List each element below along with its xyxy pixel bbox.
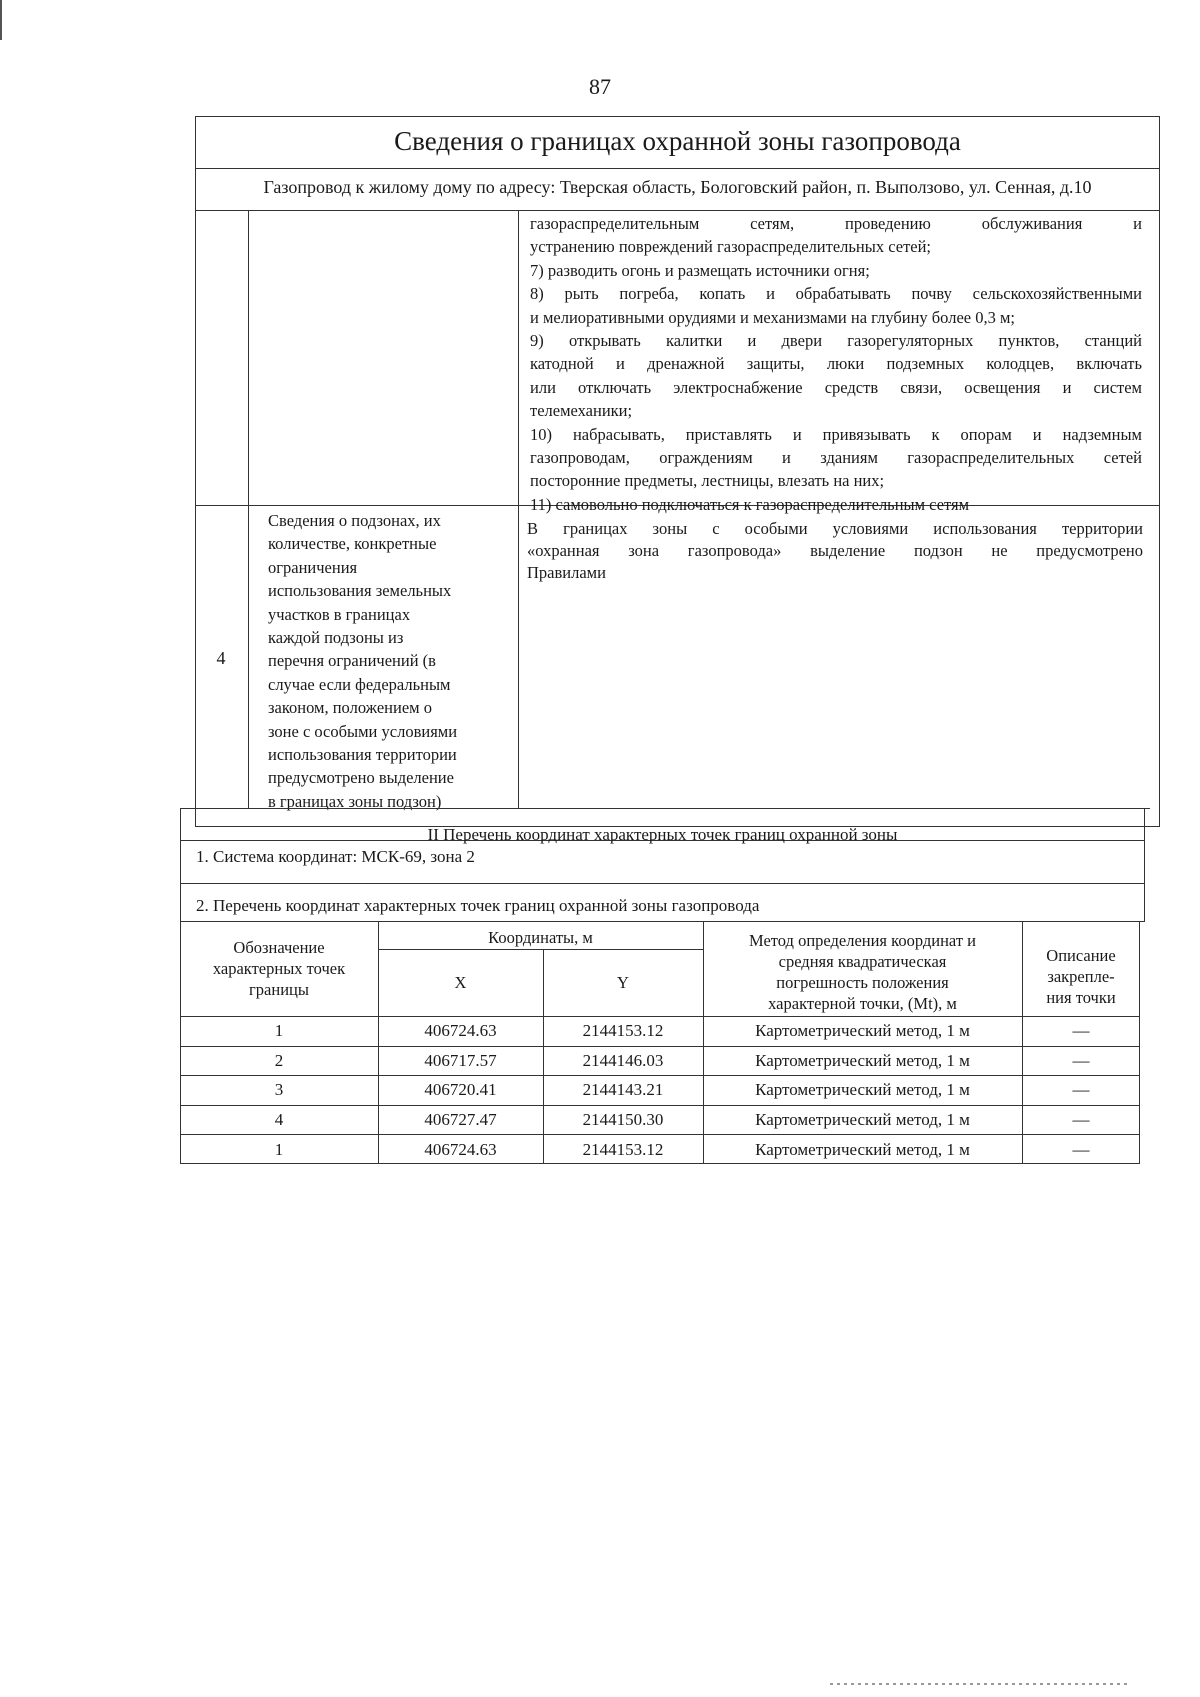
restriction-line: посторонние предметы, лестницы, влезать на них; xyxy=(530,471,885,491)
scan-noise xyxy=(830,1683,1130,1685)
coordinate-system: 1. Система координат: МСК-69, зона 2 xyxy=(196,847,475,866)
header-description: Описание закрепле- ния точки xyxy=(1046,946,1116,1007)
header-point: Обозначение характерных точек границы xyxy=(212,938,346,999)
cell-point: 1 xyxy=(274,1021,284,1040)
restriction-line: катодной и дренажной защиты, люки подземных колодцев, включать xyxy=(530,354,1142,374)
cell-y: 2144153.12 xyxy=(582,1021,664,1040)
cell-x: 406724.63 xyxy=(424,1021,497,1040)
cell-point: 2 xyxy=(274,1051,284,1070)
cell-point: 4 xyxy=(274,1110,284,1129)
coordinate-list-title: 2. Перечень координат характерных точек границ охранной зоны газопровода xyxy=(196,896,760,915)
subzone-label: Сведения о подзонах, их количестве, конкретные ограничения использования земельных участков в границах каждой подзоны из перечня ограничений (в случае если федеральным законом, положением о зоне с особыми условиями использования территории предусмотрено выделение в границах зоны подзон) xyxy=(268,511,458,811)
cell-x: 406727.47 xyxy=(424,1110,497,1129)
restriction-line: и мелиоративными орудиями и механизмами на глубину более 0,3 м; xyxy=(530,307,1015,327)
cell-method: Картометрический метод, 1 м xyxy=(755,1051,970,1070)
restrictions-text xyxy=(530,212,1142,516)
cell-desc: — xyxy=(1072,1051,1090,1070)
restriction-line: газораспределительным сетям, проведению обслуживания и xyxy=(530,214,1142,233)
restriction-line: газопроводам, ограждениям и зданиям газораспределительных сетей xyxy=(530,448,1142,468)
header-x: X xyxy=(454,973,467,992)
page-title: Сведения о границах охранной зоны газопровода xyxy=(394,126,961,156)
restriction-line: устранению повреждений газораспределительных сетей; xyxy=(530,237,932,257)
cell-y: 2144150.30 xyxy=(582,1110,664,1129)
header-coordinates: Координаты, м xyxy=(488,928,593,947)
cell-point: 1 xyxy=(274,1140,284,1159)
cell-method: Картометрический метод, 1 м xyxy=(755,1080,970,1099)
cell-desc: — xyxy=(1072,1021,1090,1040)
restriction-line: 10) набрасывать, приставлять и привязывать к опорам и надземным xyxy=(530,424,1142,444)
cell-method: Картометрический метод, 1 м xyxy=(755,1021,970,1040)
restriction-line: 7) разводить огонь и размещать источники огня; xyxy=(530,260,870,280)
cell-desc: — xyxy=(1072,1140,1090,1159)
page-number: 87 xyxy=(589,74,611,99)
restriction-line: 8) рыть погреба, копать и обрабатывать почву сельскохозяйственными xyxy=(530,284,1142,304)
row-number: 4 xyxy=(216,648,226,668)
cell-desc: — xyxy=(1072,1080,1090,1099)
cell-y: 2144143.21 xyxy=(582,1080,664,1099)
cell-point: 3 xyxy=(274,1080,284,1099)
gas-pipeline-address: Газопровод к жилому дому по адресу: Тверская область, Бологовский район, п. Выползово, ул. Сенная, д.10 xyxy=(263,177,1092,197)
subzone-value: В границах зоны с особыми условиями использования территории «охранная зона газопровода» выделение подзон не предусмотрено Правилами xyxy=(527,519,1143,582)
restriction-line: или отключать электроснабжение средств связи, освещения и систем xyxy=(530,377,1142,397)
cell-method: Картометрический метод, 1 м xyxy=(755,1110,970,1129)
scan-edge-mark xyxy=(0,0,2,40)
header-method: Метод определения координат и средняя квадратическая погрешность положения характерной точки, (Mt), м xyxy=(749,931,976,1013)
cell-y: 2144153.12 xyxy=(582,1140,664,1159)
cell-method: Картометрический метод, 1 м xyxy=(755,1140,970,1159)
restriction-line: 11) самовольно подключаться к газораспределительным сетям xyxy=(530,494,970,514)
cell-desc: — xyxy=(1072,1110,1090,1129)
cell-x: 406724.63 xyxy=(424,1140,497,1159)
section-title: II Перечень координат характерных точек границ охранной зоны xyxy=(427,825,898,844)
header-y: Y xyxy=(617,973,629,992)
restriction-line: 9) открывать калитки и двери газорегуляторных пунктов, станций xyxy=(530,331,1142,351)
cell-x: 406720.41 xyxy=(424,1080,497,1099)
restriction-line: телемеханики; xyxy=(530,401,633,421)
cell-x: 406717.57 xyxy=(424,1051,497,1070)
cell-y: 2144146.03 xyxy=(582,1051,664,1070)
